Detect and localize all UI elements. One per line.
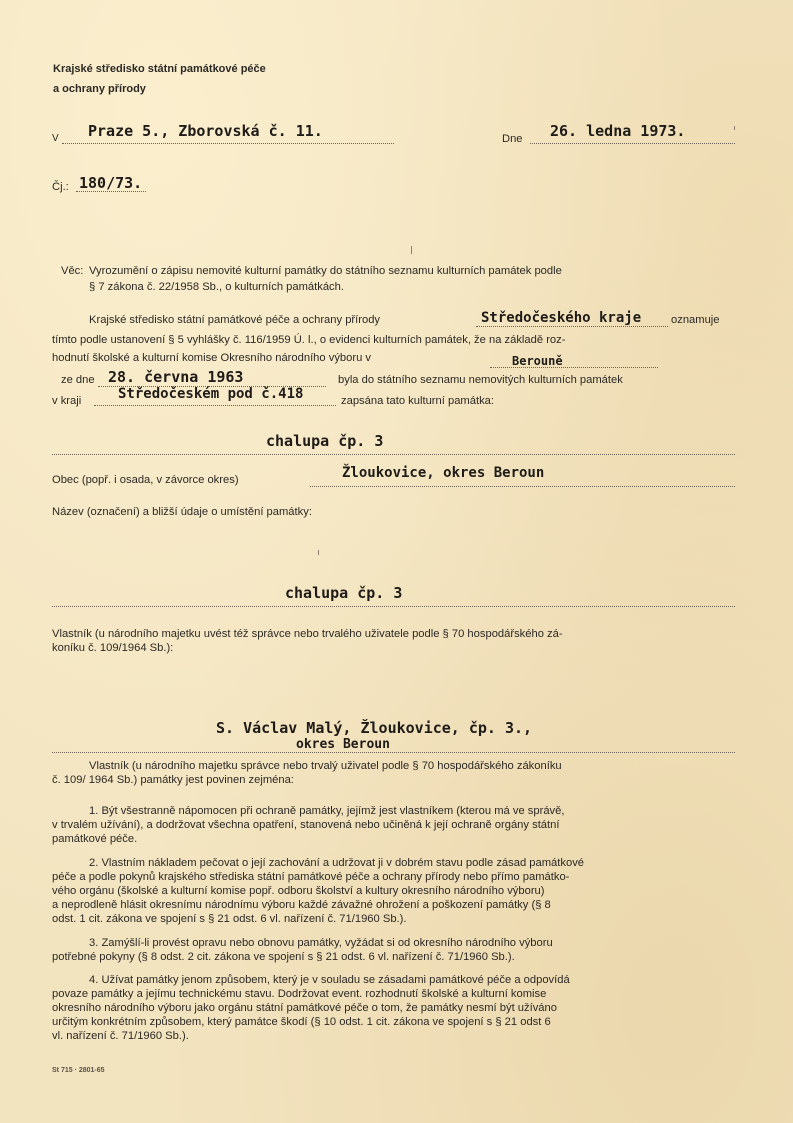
notice-district-value: Berouně: [512, 354, 563, 368]
owner-label-line1: Vlastník (u národního majetku uvést též správce nebo trvalého uživatele podle § 70 hospodářského zá-: [52, 628, 563, 640]
duty-2-line4: a neprodleně hlásit okresnímu národnímu výboru každé závažné ohrožení a poškození památky (§ 8: [52, 899, 551, 911]
notice-decision-date-value: 28. června 1963: [108, 368, 244, 386]
duty-3-line1: 3. Zamýšlí-li provést opravu nebo obnovu památky, vyžádat si od okresního národního výboru: [89, 937, 553, 949]
date-dotted-line: [530, 143, 735, 144]
duty-2-line2: péče a podle pokynů krajského střediska státní památkové péče a ochrany přírody nebo přímo památko-: [52, 871, 570, 883]
notice-line5-text: v kraji: [52, 395, 82, 407]
notice-register-value: Středočeském pod č.418: [118, 386, 304, 402]
place-dotted-line: [62, 143, 394, 144]
duties-intro-line2: č. 109/ 1964 Sb.) památky jest povinen zejména:: [52, 774, 294, 786]
reference-dotted-line: [76, 191, 146, 192]
owner-dotted-line: [52, 752, 735, 753]
paper-speck: [318, 550, 319, 555]
duty-1-line3: památkové péče.: [52, 833, 138, 845]
institution-name-line1: Krajské středisko státní památkové péče: [53, 63, 266, 75]
place-label: V: [52, 133, 59, 144]
notice-line1-end: oznamuje: [671, 314, 720, 326]
notice-line4-end: byla do státního seznamu nemovitých kulturních památek: [338, 374, 623, 386]
municipality-label: Obec (popř. i osada, v závorce okres): [52, 474, 239, 486]
monument-dotted-line: [52, 454, 735, 455]
notice-line5-end: zapsána tato kulturní památka:: [341, 395, 494, 407]
owner-value-line2: okres Beroun: [296, 737, 390, 752]
designation-value: chalupa čp. 3: [285, 584, 403, 602]
owner-value-line1: S. Václav Malý, Žloukovice, čp. 3.,: [216, 719, 533, 737]
notice-line4-text: ze dne: [61, 374, 95, 386]
duty-4-line2: povaze památky a jejímu technickému stavu. Dodržovat event. rozhodnutí školské a kulturní komise: [52, 988, 547, 1000]
subject-line2: § 7 zákona č. 22/1958 Sb., o kulturních památkách.: [89, 281, 344, 293]
reference-value: 180/73.: [79, 174, 143, 192]
paper-speck: [411, 246, 412, 254]
monument-name: chalupa čp. 3: [266, 432, 384, 450]
institution-name-line2: a ochrany přírody: [53, 83, 146, 95]
paper-speck: [734, 126, 735, 130]
duty-1-line1: 1. Být všestranně nápomocen při ochraně památky, jejímž jest vlastníkem (kterou má ve správě,: [89, 805, 565, 817]
notice-district-dotted-line: [490, 367, 658, 368]
duty-4-line1: 4. Užívat památky jenom způsobem, který je v souladu se zásadami památkové péče a odpovídá: [89, 974, 570, 986]
duty-4-line4: určitým konkrétním způsobem, který památce škodí (§ 10 odst. 1 cit. zákona ve spojení s § 21 odst 6: [52, 1016, 551, 1028]
duty-2-line1: 2. Vlastním nákladem pečovat o její zachování a udržovat ji v dobrém stavu podle zásad památkové: [89, 857, 585, 869]
designation-label: Název (označení) a bližší údaje o umístění památky:: [52, 506, 312, 518]
notice-line1-text: Krajské středisko státní památkové péče a ochrany přírody: [89, 314, 381, 326]
notice-line3-text: hodnutí školské a kulturní komise Okresního národního výboru v: [52, 352, 372, 364]
reference-label: Čj.:: [52, 181, 69, 193]
place-value: Praze 5., Zborovská č. 11.: [88, 122, 323, 140]
notice-region-dotted-line: [476, 326, 668, 327]
municipality-dotted-line: [310, 486, 735, 487]
duty-4-line3: okresního národního výboru jako orgánu státní památkové péče o tom, že památky nesmí být užíváno: [52, 1002, 557, 1014]
subject-label: Věc:: [61, 265, 84, 277]
owner-label-line2: koníku č. 109/1964 Sb.):: [52, 642, 174, 654]
notice-region-value: Středočeského kraje: [481, 310, 642, 326]
duty-1-line2: v trvalém užívání), a dodržovat všechna opatření, stanovená nebo učiněná k její ochraně orgány státní: [52, 819, 560, 831]
duty-4-line5: vl. nařízení č. 71/1960 Sb.).: [52, 1030, 189, 1042]
duty-2-line5: odst. 1 cit. zákona ve spojení s § 21 odst. 6 vl. nařízení č. 71/1960 Sb.).: [52, 913, 407, 925]
form-code: St 715 · 2801-65: [52, 1067, 105, 1074]
duty-2-line3: vého orgánu (školské a kulturní komise popř. odboru školství a kultury okresního národního výboru): [52, 885, 545, 897]
duties-intro-line1: Vlastník (u národního majetku správce nebo trvalý uživatel podle § 70 hospodářského zákoníku: [89, 760, 562, 772]
notice-line2: tímto podle ustanovení § 5 vyhlášky č. 116/1959 Ú. l., o evidenci kulturních památek, že na základě roz-: [52, 334, 566, 346]
date-label: Dne: [502, 133, 523, 145]
municipality-value: Žloukovice, okres Beroun: [342, 465, 545, 481]
subject-line1: Vyrozumění o zápisu nemovité kulturní památky do státního seznamu kulturních památek podle: [89, 265, 562, 277]
designation-dotted-line: [52, 606, 735, 607]
date-value: 26. ledna 1973.: [550, 122, 686, 140]
notice-register-dotted-line: [94, 405, 336, 406]
duty-3-line2: potřebné pokyny (§ 8 odst. 2 cit. zákona ve spojení s § 21 odst. 6 vl. nařízení č. 71/1960 Sb.).: [52, 951, 515, 963]
